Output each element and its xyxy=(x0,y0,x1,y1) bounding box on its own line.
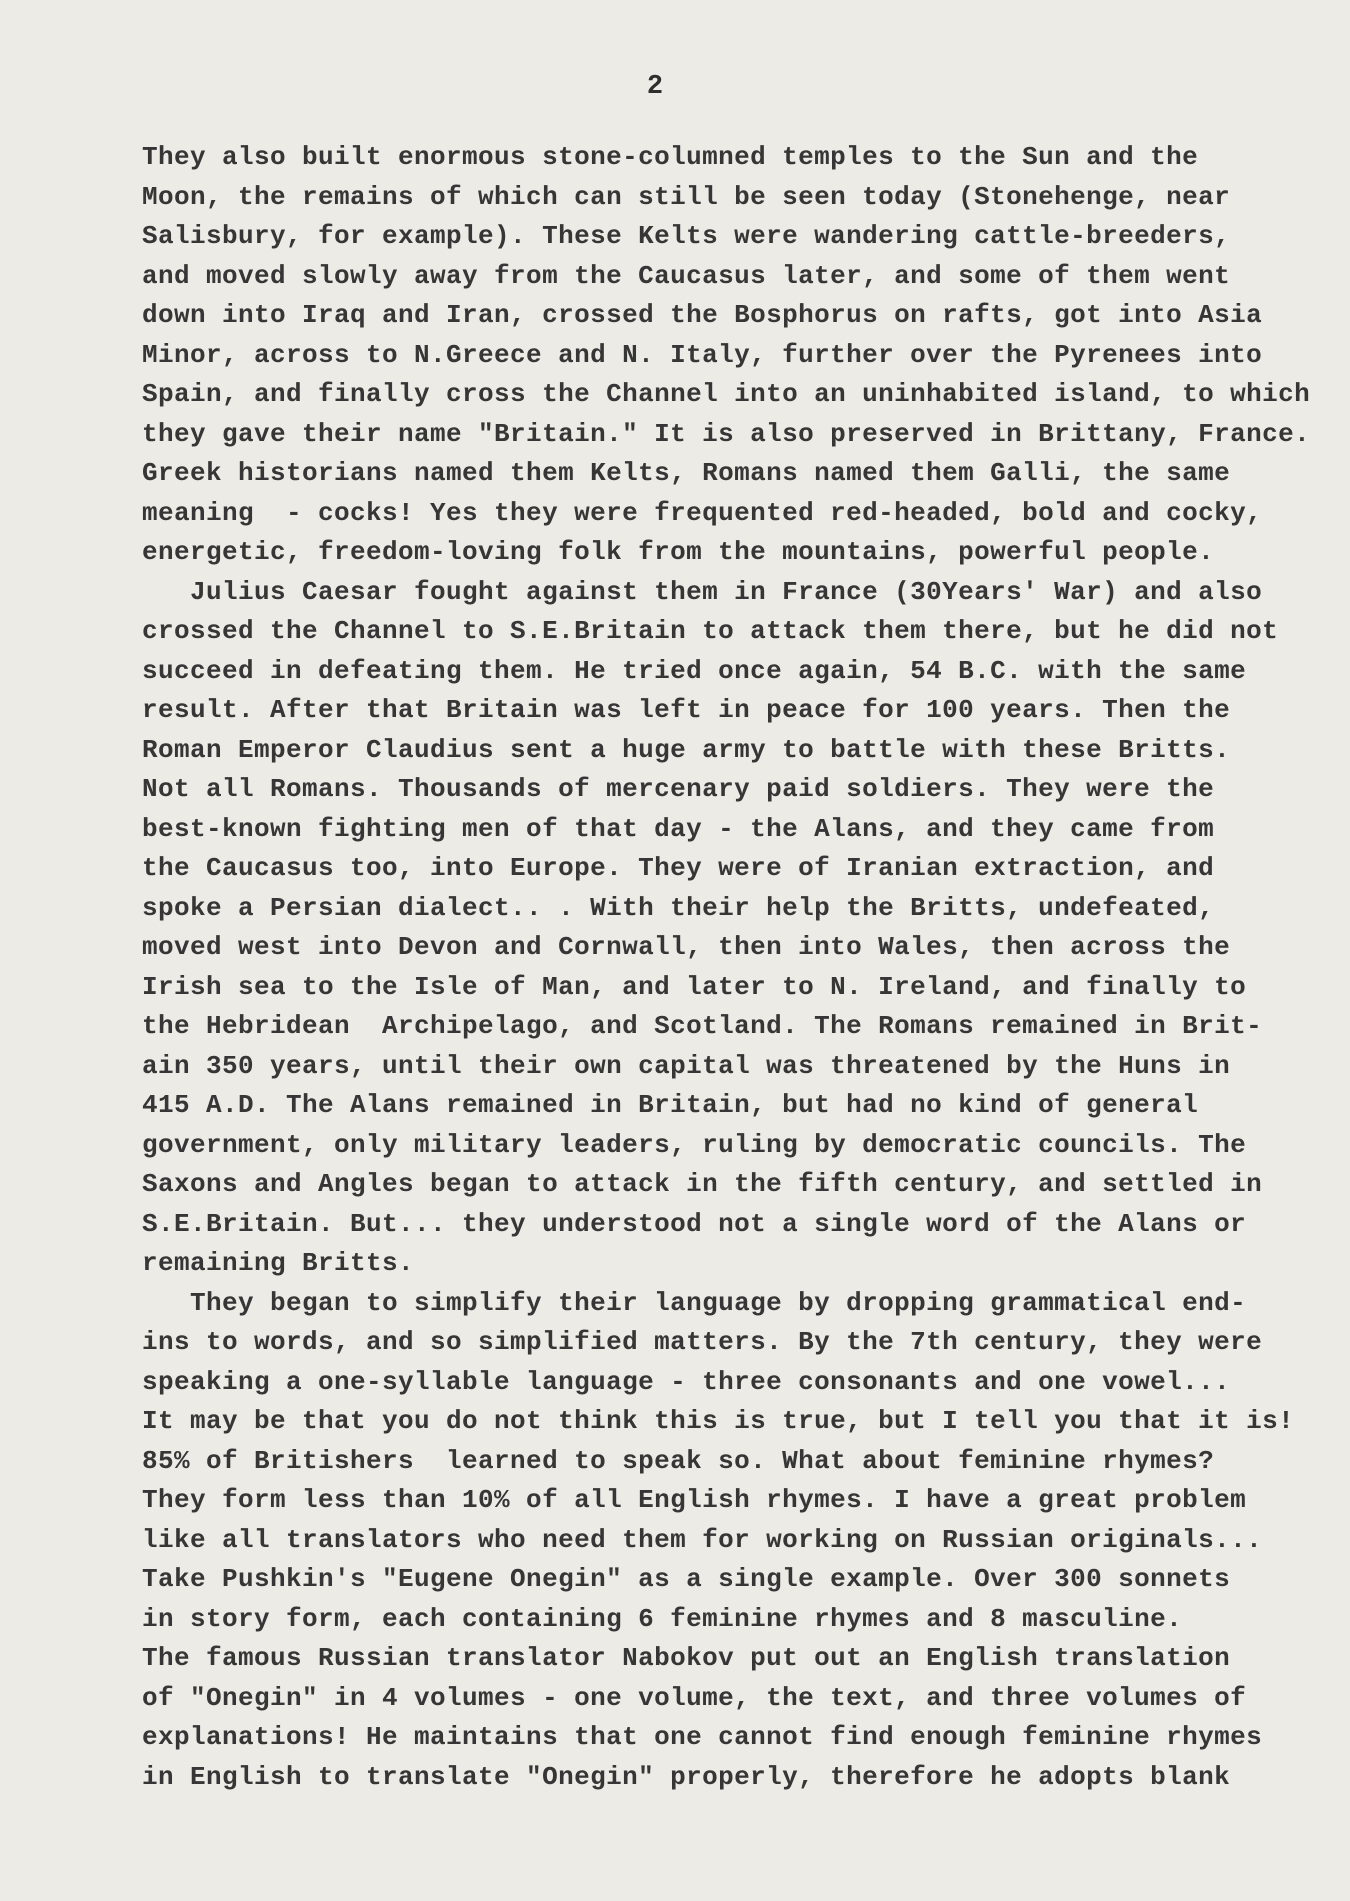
text-line: They form less than 10% of all English rhymes. I have a great problem xyxy=(142,1485,1247,1515)
text-line: It may be that you do not think this is true, but I tell you that it is! xyxy=(142,1406,1295,1436)
text-line: Greek historians named them Kelts, Romans named them Galli, the same xyxy=(142,458,1231,488)
text-line: Not all Romans. Thousands of mercenary paid soldiers. They were the xyxy=(142,774,1215,804)
text-line: the Caucasus too, into Europe. They were of Iranian extraction, and xyxy=(142,853,1215,883)
text-line: Salisbury, for example). These Kelts were wandering cattle-breeders, xyxy=(142,221,1231,251)
body-text xyxy=(142,138,1322,1797)
text-line: They also built enormous stone-columned temples to the Sun and the xyxy=(142,142,1199,172)
text-line: spoke a Persian dialect.. . With their help the Britts, undefeated, xyxy=(142,892,1215,923)
text-line: Roman Emperor Claudius sent a huge army to battle with these Britts. xyxy=(142,734,1231,765)
text-line: ain 350 years, until their own capital was threatened by the Huns in xyxy=(142,1050,1231,1081)
text-line: they gave their name "Britain." It is also preserved in Brittany, France. xyxy=(142,418,1311,449)
text-line: the Hebridean Archipelago, and Scotland. The Romans remained in Brit- xyxy=(142,1011,1263,1041)
text-line: government, only military leaders, ruling by democratic councils. The xyxy=(142,1129,1247,1160)
text-line: in story form, each containing 6 feminine rhymes and 8 masculine. xyxy=(142,1603,1183,1634)
text-line: They began to simplify their language by dropping grammatical end- xyxy=(142,1287,1247,1318)
text-line: and moved slowly away from the Caucasus later, and some of them went xyxy=(142,260,1231,291)
text-line: explanations! He maintains that one cannot find enough feminine rhymes xyxy=(142,1722,1263,1752)
text-line: Spain, and finally cross the Channel into an uninhabited island, to which xyxy=(142,379,1311,409)
text-line: of "Onegin" in 4 volumes - one volume, the text, and three volumes of xyxy=(142,1682,1247,1713)
text-line: down into Iraq and Iran, crossed the Bosphorus on rafts, got into Asia xyxy=(142,300,1263,330)
text-line: Moon, the remains of which can still be seen today (Stonehenge, near xyxy=(142,181,1231,212)
page-number: 2 xyxy=(646,72,664,102)
text-line: best-known fighting men of that day - the Alans, and they came from xyxy=(142,813,1215,844)
text-line: remaining Britts. xyxy=(142,1248,415,1278)
text-line: meaning - cocks! Yes they were frequented red-headed, bold and cocky, xyxy=(142,497,1263,528)
text-line: 85% of Britishers learned to speak so. What about feminine rhymes? xyxy=(142,1445,1215,1476)
text-line: energetic, freedom-loving folk from the mountains, powerful people. xyxy=(142,537,1215,567)
text-line: moved west into Devon and Cornwall, then into Wales, then across the xyxy=(142,932,1231,962)
text-line: succeed in defeating them. He tried once again, 54 B.C. with the same xyxy=(142,655,1247,686)
text-line: Saxons and Angles began to attack in the fifth century, and settled in xyxy=(142,1169,1263,1199)
text-line: result. After that Britain was left in peace for 100 years. Then the xyxy=(142,695,1231,725)
text-line: crossed the Channel to S.E.Britain to attack them there, but he did not xyxy=(142,616,1279,646)
text-line: Irish sea to the Isle of Man, and later to N. Ireland, and finally to xyxy=(142,971,1247,1002)
text-line: 415 A.D. The Alans remained in Britain, but had no kind of general xyxy=(142,1090,1199,1120)
text-line: speaking a one-syllable language - three consonants and one vowel... xyxy=(142,1366,1231,1397)
text-line: in English to translate "Onegin" properly, therefore he adopts blank xyxy=(142,1761,1231,1792)
text-line: like all translators who need them for working on Russian originals... xyxy=(142,1524,1263,1555)
text-line: The famous Russian translator Nabokov put out an English translation xyxy=(142,1643,1231,1673)
text-line: Minor, across to N.Greece and N. Italy, further over the Pyrenees into xyxy=(142,339,1263,370)
text-line: Julius Caesar fought against them in France (30Years' War) and also xyxy=(142,576,1263,607)
text-line: ins to words, and so simplified matters. By the 7th century, they were xyxy=(142,1327,1263,1357)
text-line: Take Pushkin's "Eugene Onegin" as a single example. Over 300 sonnets xyxy=(142,1564,1231,1594)
text-line: S.E.Britain. But... they understood not a single word of the Alans or xyxy=(142,1208,1247,1239)
